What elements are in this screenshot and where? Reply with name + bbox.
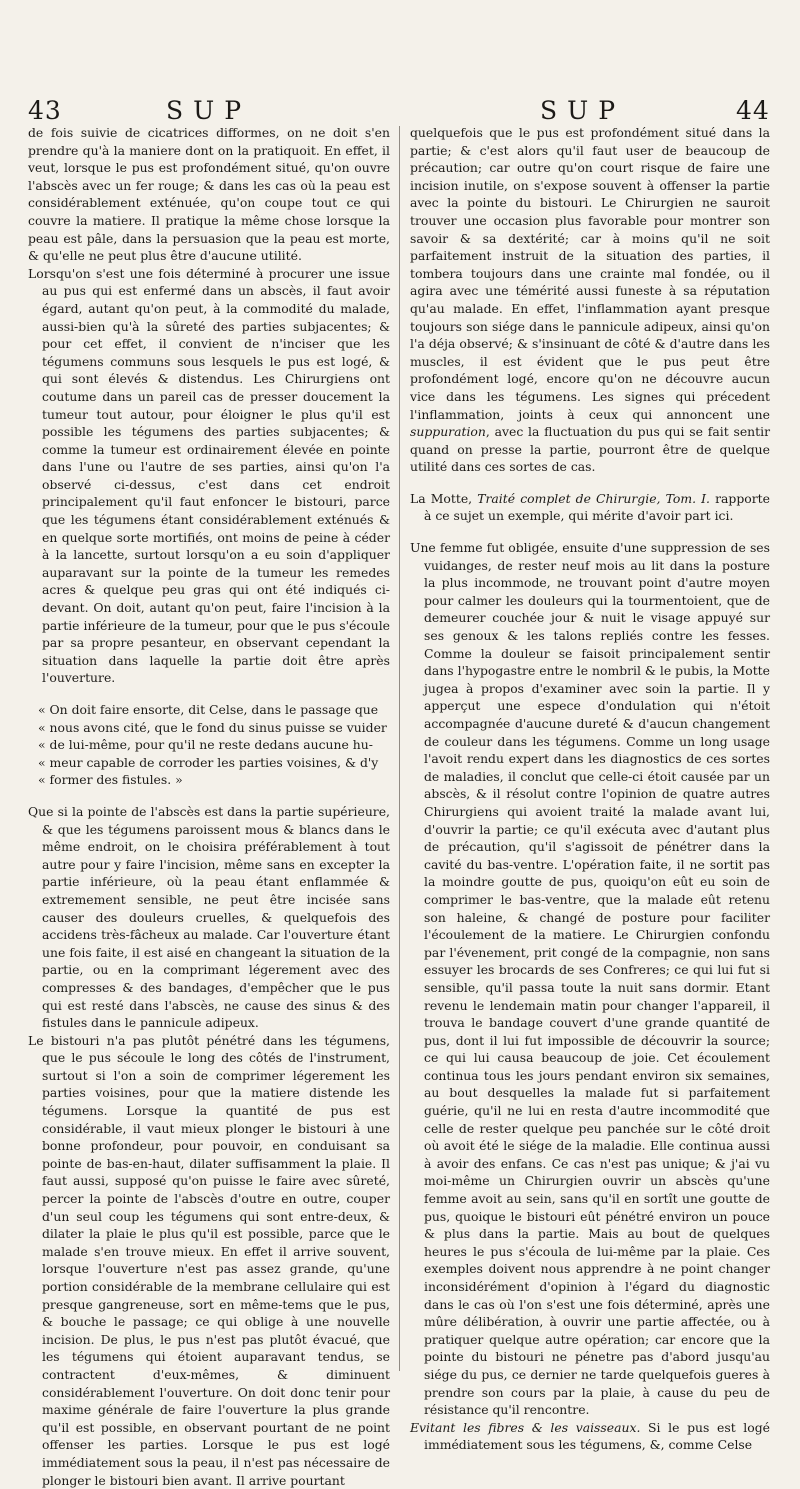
- quote-line: « former des fistules. »: [38, 772, 183, 788]
- right-page-number: 44: [736, 96, 770, 125]
- right-paragraph-1-text: quelquefois que le pus est profondément situé dans la partie; & c'est alors qu'il faut user de beaucoup de précaution; car outre qu'on court risque de faire une incision inutile, on s'expose souvent à offenser la partie avec la pointe du bistouri. Le Chirurgien ne sauroit trouver une occasion plus favorable pour montrer son savoir & sa dextérité; car à moins qu'il ne soit parfaitement instruit de la situation des parties, il tombera toujours dans une crainte mal fondée, ou il agira avec une témérité aussi funeste à sa réputation qu'au malade. En effet, l'inflammation ayant presque toujours son siége dans le pannicule adipeux, ainsi qu'on l'a déja observé; & s'insinuant de côté & d'autre dans les muscles, il est évident que le pus peut être profondément logé, encore qu'on ne découvre aucun vice dans les tégumens. Les signes qui précedent l'inflammation, joints à ceux qui annoncent une: [410, 125, 770, 422]
- celse-quotation: [28, 701, 390, 789]
- citation-author: La Motte,: [410, 490, 478, 506]
- right-paragraph-4: [410, 1419, 770, 1454]
- right-paragraph-1: [410, 124, 770, 476]
- left-paragraph-3: Que si la pointe de l'abscès est dans la partie supérieure, & que les tégumens paroissent mous & blancs dans le même endroit, on le choisira préférablement à tout autre pour y faire l'incision, même sans en excepter la partie inférieure, où la peau étant enflammée & extremement sensible, ne peut être incisée sans causer des douleurs cruelles, & quelquefois des accidens très-fâcheux au malade. Car l'ouverture étant une fois faite, il est aisé en changeant la situation de la partie, ou en la comprimant légerement avec des compresses & des bandages, d'empêcher que le pus qui est resté dans l'abscès, ne cause des sinus & des fistules dans le pannicule adipeux.: [28, 803, 390, 1031]
- right-running-head: SUP: [540, 96, 626, 125]
- suppuration-term: suppuration: [410, 424, 486, 440]
- right-paragraph-2: [410, 490, 770, 525]
- left-column: [28, 124, 390, 1489]
- left-paragraph-2: Lorsqu'on s'est une fois déterminé à procurer une issue au pus qui est enfermé dans un abscès, il faut avoir égard, autant qu'on peut, à la commodité du malade, aussi-bien qu'à la sûreté des parties subjacentes; & pour cet effet, il convient de n'inciser que les tégumens communs sous lesquels le pus est logé, & qui sont élevés & distendus. Les Chirurgiens ont coutume dans un pareil cas de presser doucement la tumeur tout autour, pour éloigner le plus qu'il est possible les tégumens des parties subjacentes; & comme la tumeur est ordinairement élevée en pointe dans l'une ou l'autre de ses parties, ainsi qu'on l'a observé ci-dessus, c'est dans cet endroit principalement qu'il faut enfoncer le bistouri, parce que les tégumens étant considérablement exténués & en quelque sorte mortifiés, ont moins de peine à céder à la lancette, surtout lorsqu'on a eu soin d'appliquer auparavant sur la pointe de la tumeur les remedes acres & quelque peu gras qui ont été indiqués ci-devant. On doit, autant qu'on peut, faire l'incision à la partie inférieure de la tumeur, pour que le pus s'écoule par sa propre pesanteur, en observant cependant la situation dans laquelle la partie doit être après l'ouverture.: [28, 265, 390, 686]
- quote-line: « nous avons cité, que le fond du sinus puisse se vuider: [38, 719, 387, 735]
- right-paragraph-4-text: Si le pus est logé immédiatement sous les tégumens, &, comme Celse: [424, 1419, 770, 1453]
- left-paragraph-1: de fois suivie de cicatrices difformes, on ne doit s'en prendre qu'à la maniere dont on la pratiquoit. En effet, il veut, lorsque le pus est profondément situé, qu'on ouvre l'abscès avec un fer rouge; & dans les cas où la peau est considérablement exténuée, qu'on coupe tout ce qui couvre la matiere. Il pratique la même chose lorsque la peau est pâle, dans la persuasion que la peau est morte, & qu'elle ne peut plus être d'aucune utilité.: [28, 125, 390, 264]
- section-heading: Evitant les fibres & les vaisseaux.: [410, 1419, 641, 1435]
- quote-line: « meur capable de corroder les parties voisines, & d'y: [38, 754, 379, 770]
- quote-line: « de lui-même, pour qu'il ne reste dedans aucune hu-: [38, 737, 373, 753]
- left-running-head: SUP: [166, 96, 252, 125]
- left-paragraph-4: Le bistouri n'a pas plutôt pénétré dans les tégumens, que le pus sécoule le long des côtés de l'instrument, surtout si l'on a soin de comprimer légerement les parties voisines, pour que la matiere distende les tégumens. Lorsque la quantité de pus est considérable, il vaut mieux plonger le bistouri à une bonne profondeur, pour pouvoir, en conduisant sa pointe de bas-en-haut, dilater suffisamment la plaie. Il faut aussi, supposé qu'on puisse le faire avec sûreté, percer la pointe de l'abscès d'outre en outre, couper d'un seul coup les tégumens qui sont entre-deux, & dilater la plaie le plus qu'il est possible, parce que le malade s'en trouve mieux. En effet il arrive souvent, lorsque l'ouverture n'est pas assez grande, qu'une portion considérable de la membrane cellulaire qui est presque gangreneuse, sort en même-tems que le pus, & bouche le passage; ce qui oblige à une nouvelle incision. De plus, le pus n'est pas plutôt évacué, que les tégumens qui étoient auparavant tendus, se contractent d'eux-mêmes, & diminuent considérablement l'ouverture. On doit donc tenir pour maxime générale de faire l'ouverture la plus grande qu'il est possible, en observant pourtant de ne point offenser les parties. Lorsque le pus est logé immédiatement sous la peau, il n'est pas nécessaire de plonger le bistouri bien avant. Il arrive pourtant: [28, 1032, 390, 1488]
- right-paragraph-3: Une femme fut obligée, ensuite d'une suppression de ses vuidanges, de rester neuf mois au lit dans la posture la plus incommode, ne trouvant point d'autre moyen pour calmer les douleurs qui la tourmentoient, que de demeurer couchée jour & nuit le visage appuyé sur ses genoux & les talons repliés contre les fesses. Comme la douleur se faisoit principalement sentir dans l'hypogastre entre le nombril & le pubis, la Motte jugea à propos d'examiner avec soin la partie. Il y apperçut une espece d'ondulation qui n'étoit accompagnée d'aucune dureté & d'aucun changement de couleur dans les tégumens. Comme un long usage l'avoit rendu expert dans les diagnostics de ces sortes de maladies, il conclut que celle-ci étoit causée par un abscès, & il résolut contre l'opinion de quatre autres Chirurgiens qui avoient traité la malade avant lui, d'ouvrir la partie; ce qu'il exécuta avec d'autant plus de précaution, qu'il s'agissoit de pénétrer dans la cavité du bas-ventre. L'opération faite, il ne sortit pas la moindre goutte de pus, quoiqu'on eût eu soin de comprimer le bas-ventre, que la malade eût retenu son haleine, & changé de posture pour faciliter l'écoulement de la matiere. Le Chirurgien confondu par l'évenement, prit congé de la compagnie, non sans essuyer les brocards de ses Confreres; ce qui lui fut si sensible, qu'il passa toute la nuit sans dormir. Etant revenu le lendemain matin pour changer l'appareil, il trouva le bandage couvert d'une grande quantité de pus, dont il lui fut impossible de découvrir la source; ce qui lui causa beaucoup de joie. Cet écoulement continua tous les jours pendant environ six semaines, au bout desquelles la malade fut si parfaitement guérie, qu'il ne lui en resta d'autre incommodité que celle de rester quelque peu panchée sur le côté droit où avoit été le siége de la maladie. Elle continua aussi à avoir des enfans. Ce cas n'est pas unique; & j'ai vu moi-même un Chirurgien ouvrir un abscès qu'une femme avoit au sein, sans qu'il en sortît une goutte de pus, quoique le bistouri eût pénétré environ un pouce & plus dans la partie. Mais au bout de quelques heures le pus s'écoula de lui-même par la plaie. Ces exemples doivent nous apprendre à ne point changer inconsidérément d'opinion à l'égard du diagnostic dans le cas où l'on s'est une fois déterminé, après une mûre délibération, à ouvrir une partie affectée, ou à pratiquer quelque autre opération; car encore que la pointe du bistouri ne pénetre pas d'abord jusqu'au siége du pus, ce dernier ne tarde quelquefois gueres à prendre son cours par la plaie, à cause du peu de résistance qu'il rencontre.: [410, 540, 770, 1418]
- citation-end: rapporte à ce sujet un exemple, qui mérite d'avoir part ici.: [424, 490, 770, 524]
- left-page-number: 43: [28, 96, 62, 125]
- right-column: [410, 124, 770, 1454]
- column-divider: [399, 126, 400, 1371]
- citation-title: Traité complet de Chirurgie, Tom. I.: [477, 490, 710, 506]
- quote-line: « On doit faire ensorte, dit Celse, dans le passage que: [38, 702, 379, 717]
- right-paragraph-1-end: , avec la fluctuation du pus qui se fait sentir quand on presse la partie, pourront être de quelque utilité dans ces sortes de cas.: [410, 424, 770, 475]
